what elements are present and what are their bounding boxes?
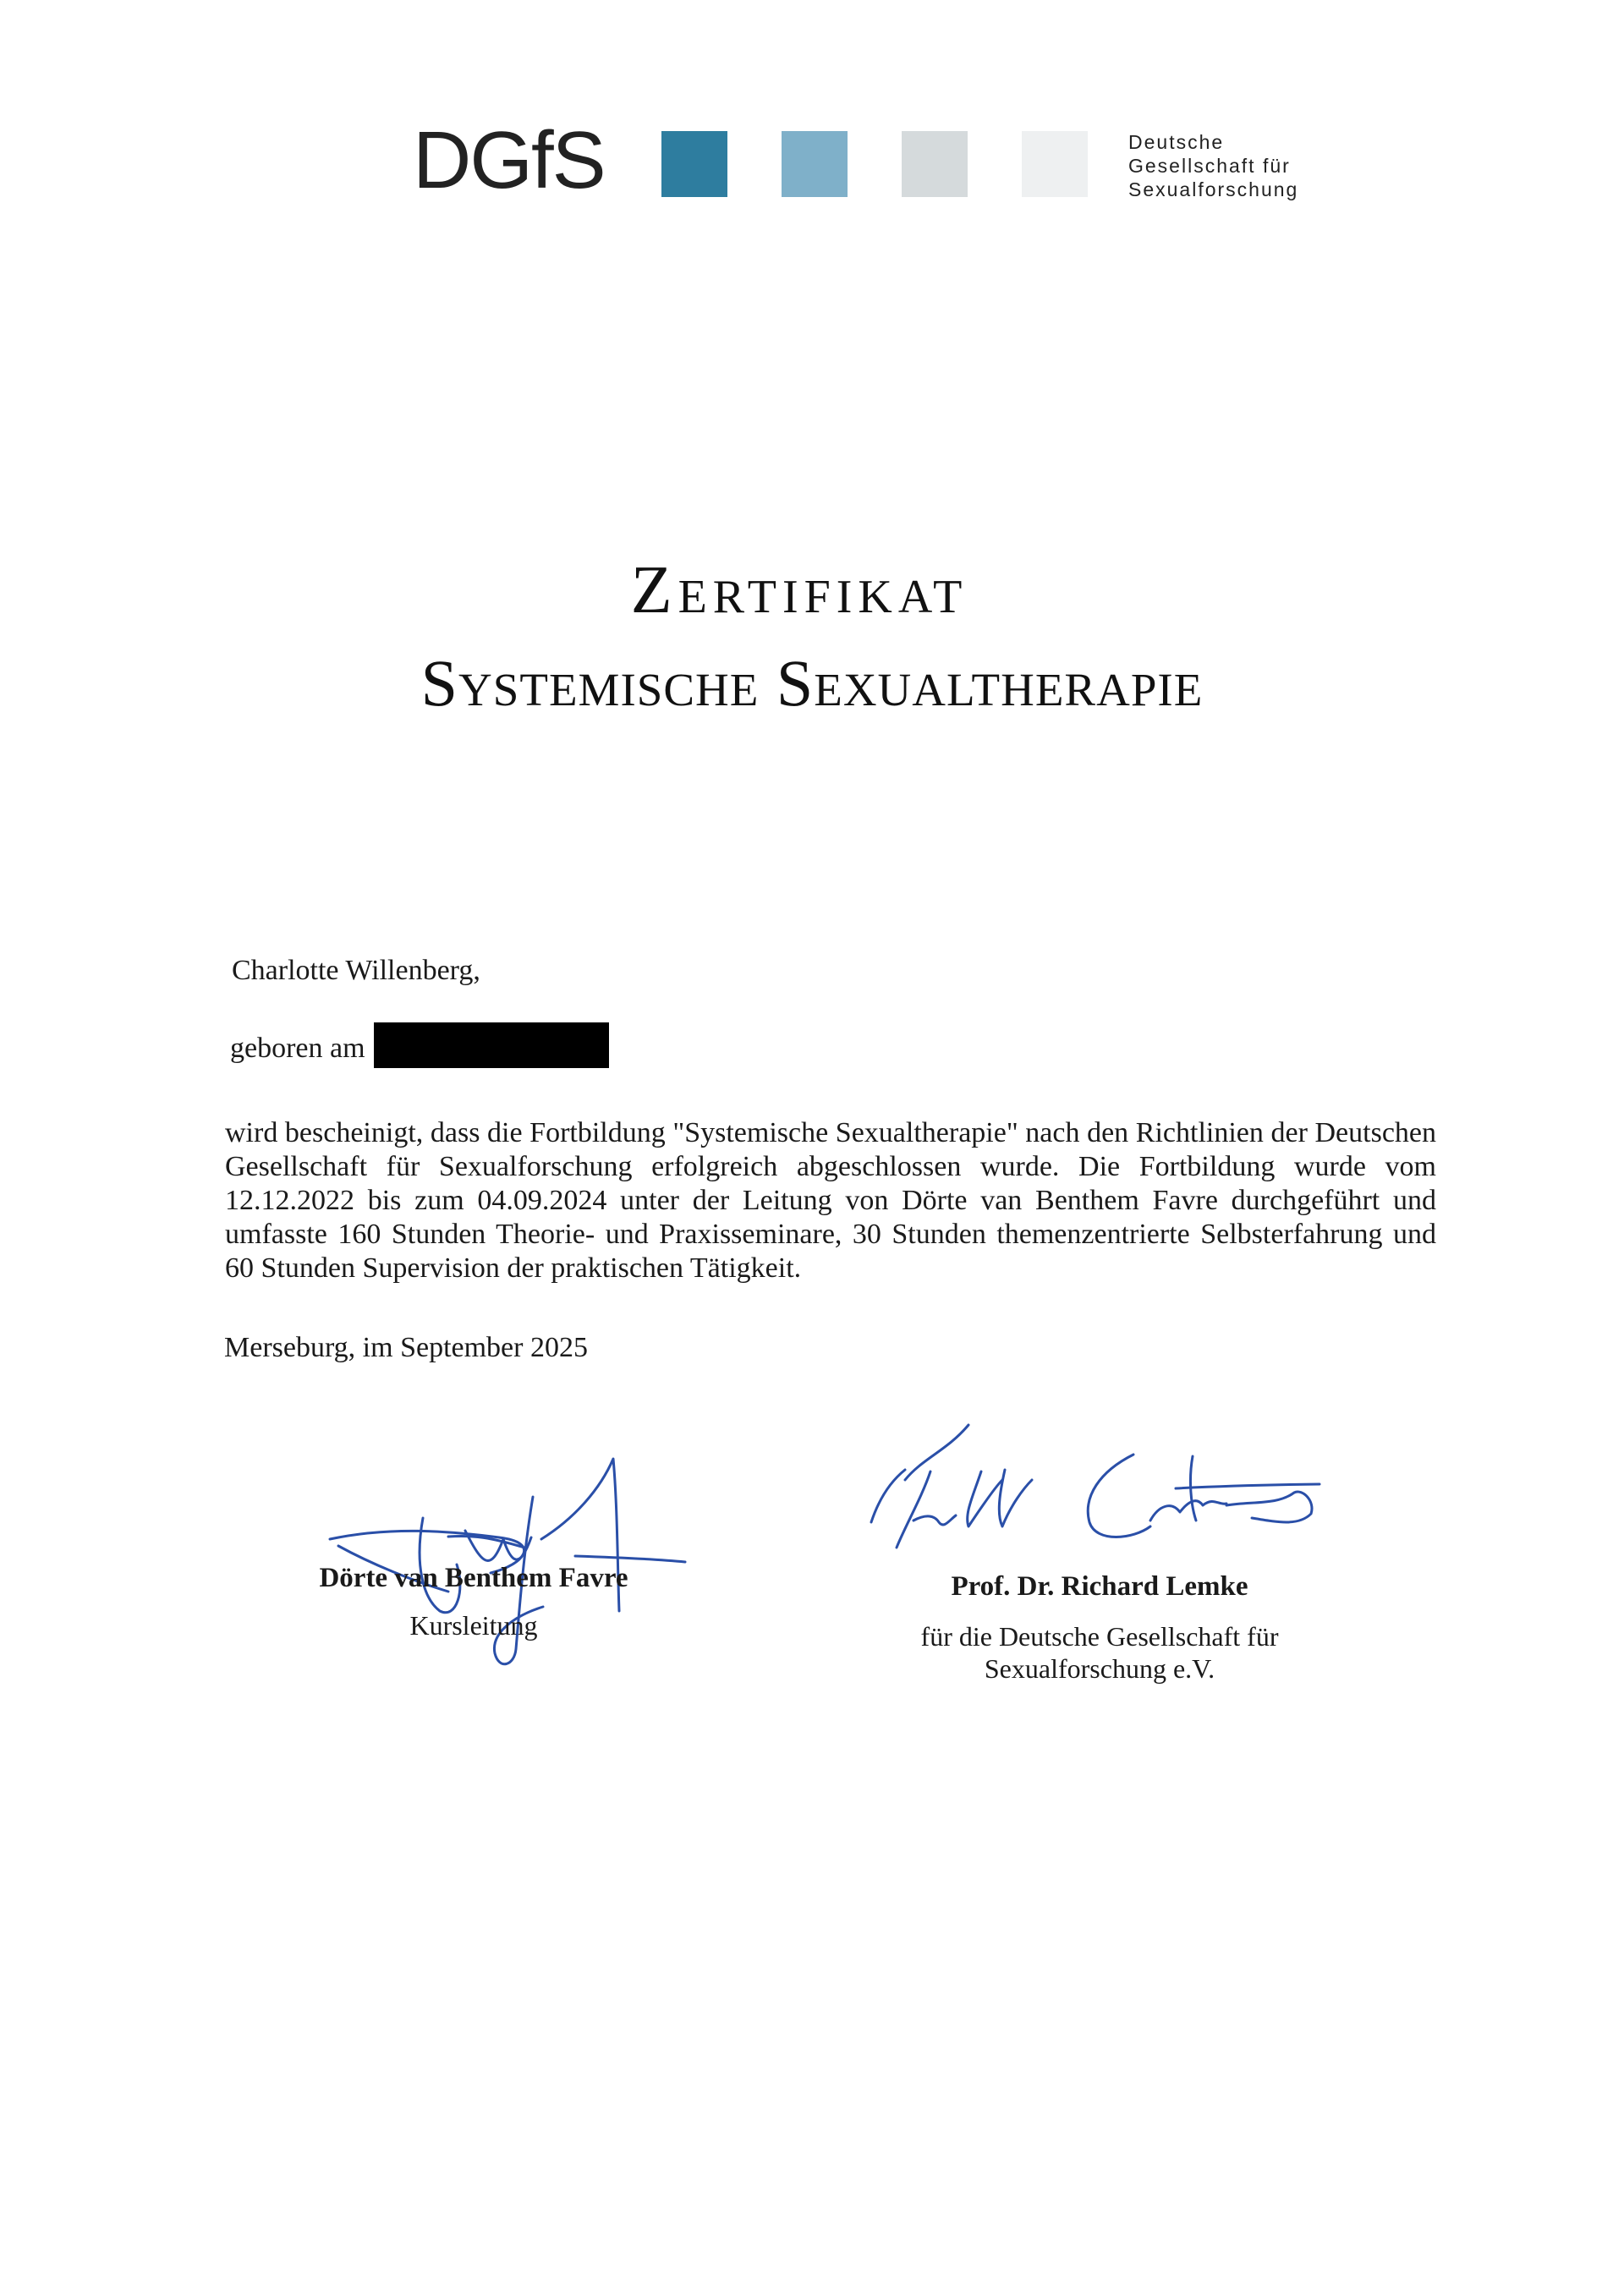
signer-right-role xyxy=(871,1620,1328,1685)
logo-org-line-1: Deutsche xyxy=(1128,131,1225,153)
logo-text: DGfS xyxy=(413,115,605,205)
redaction-box xyxy=(374,1022,609,1068)
title-line-1: Zertifikat xyxy=(630,553,968,627)
dgfs-logo xyxy=(413,115,1343,220)
logo-org-line-3: Sexualforschung xyxy=(1128,178,1299,200)
birth-date-row xyxy=(230,1028,609,1069)
logo-square-4 xyxy=(1022,131,1088,197)
signature-right-scribble xyxy=(854,1421,1328,1564)
logo-square-3 xyxy=(902,131,968,197)
logo-square-1 xyxy=(661,131,727,197)
logo-square-2 xyxy=(782,131,848,197)
signer-left-role: Kursleitung xyxy=(409,1610,538,1641)
certificate-body-text: wird bescheinigt, dass die Fortbildung "Systemische Sexualtherapie" nach den Richtlinien der Deutschen Gesellschaft für Sexualforschung erfolgreich abgeschlossen wurde. Die Fortbildung wurde vom 12.12.2022 bis zum 04.09.2024 unter der Leitung von Dörte van Benthem Favre durchgeführt und umfasste 160 Stunden Theorie- und Praxisseminare, 30 Stunden themenzentrierte Selbsterfahrung und 60 Stunden Supervision der praktischen Tätigkeit. xyxy=(225,1117,1436,1284)
signer-right-role-line-2: Sexualforschung e.V. xyxy=(984,1653,1215,1684)
title-line-2: Systemische Sexualtherapie xyxy=(420,646,1204,720)
signer-right-role-line-1: für die Deutsche Gesellschaft für xyxy=(920,1621,1279,1652)
recipient-name: Charlotte Willenberg, xyxy=(232,955,480,986)
signature-block-right xyxy=(871,1568,1328,1685)
place-date: Merseburg, im September 2025 xyxy=(224,1332,588,1363)
signer-right-name: Prof. Dr. Richard Lemke xyxy=(951,1571,1248,1602)
logo-org-line-2: Gesellschaft für xyxy=(1128,155,1291,177)
logo-org-name xyxy=(1128,130,1298,201)
signer-left-name: Dörte van Benthem Favre xyxy=(319,1563,628,1593)
birth-label: geboren am xyxy=(230,1033,365,1064)
certificate-title xyxy=(0,548,1624,726)
signature-block-left xyxy=(279,1559,668,1644)
